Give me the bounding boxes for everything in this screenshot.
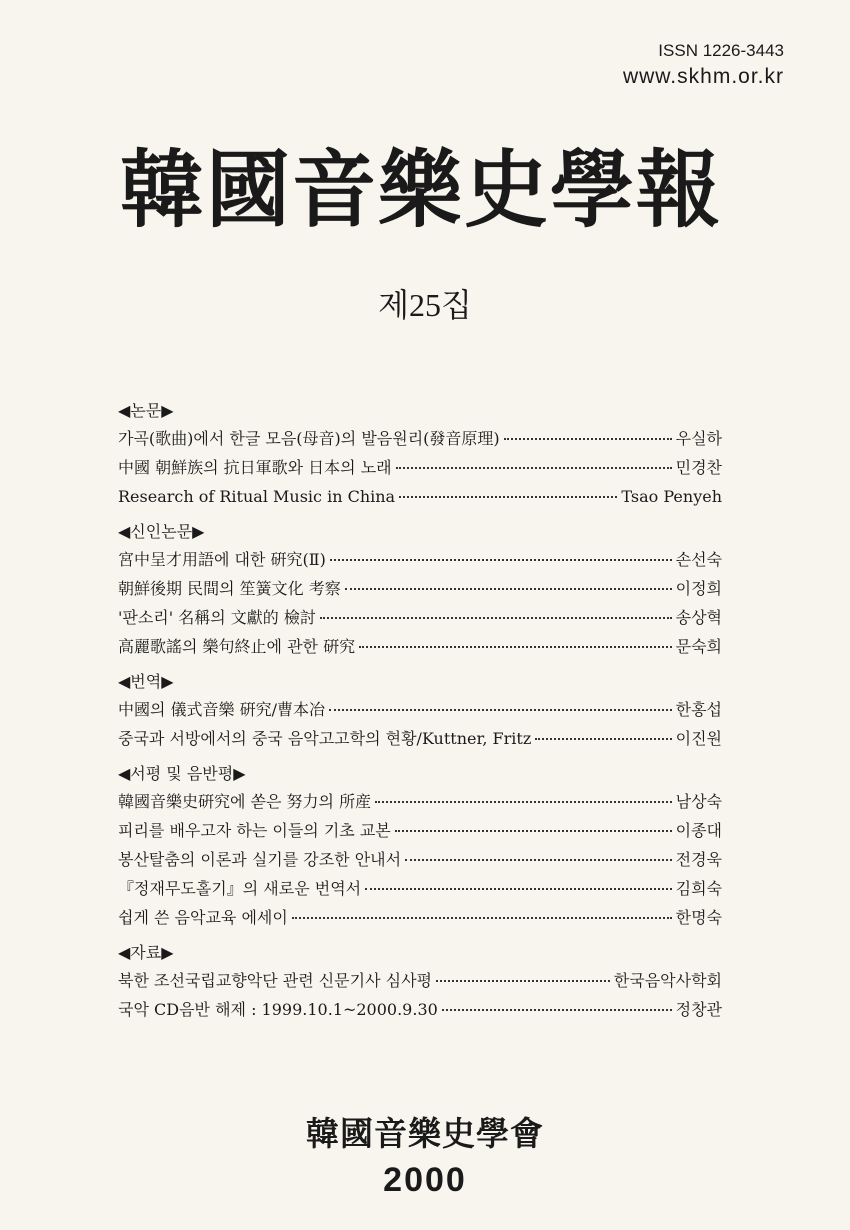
publisher-footer <box>0 1108 850 1200</box>
entry-author: 한국음악사학회 <box>613 971 722 990</box>
table-of-contents <box>118 398 722 1032</box>
toc-entry <box>118 966 722 995</box>
leader-dots <box>375 801 672 803</box>
toc-entry <box>118 787 722 816</box>
toc-section-papers <box>118 398 722 511</box>
toc-section-reviews <box>118 761 722 932</box>
toc-section-translations <box>118 669 722 753</box>
website-url: www.skhm.or.kr <box>622 65 784 88</box>
entry-title: 쉽게 쓴 음악교육 에세이 <box>118 908 288 927</box>
leader-dots <box>395 830 672 832</box>
entry-author: 이정희 <box>675 579 722 598</box>
entry-author: 이진원 <box>675 729 722 748</box>
entry-author: 남상숙 <box>675 792 722 811</box>
leader-dots <box>405 859 672 861</box>
toc-entry <box>118 603 722 632</box>
toc-entry <box>118 482 722 511</box>
toc-entry <box>118 995 722 1024</box>
toc-section-new-papers <box>118 519 722 661</box>
toc-entry <box>118 874 722 903</box>
entry-title: Research of Ritual Music in China <box>118 487 396 506</box>
entry-author: 우실하 <box>675 429 722 448</box>
issn-block <box>623 38 784 90</box>
entry-author: 송상혁 <box>675 608 722 627</box>
leader-dots <box>442 1009 672 1011</box>
section-heading: ◀논문▶ <box>118 401 174 420</box>
toc-entry <box>118 545 722 574</box>
leader-dots <box>330 559 672 561</box>
entry-author: 정창관 <box>675 1000 722 1019</box>
entry-author: 김희숙 <box>675 879 722 898</box>
entry-author: 전경욱 <box>675 850 722 869</box>
section-heading: ◀서평 및 음반평▶ <box>118 764 246 783</box>
entry-title: 韓國音樂史硏究에 쏟은 努力의 所産 <box>118 792 372 811</box>
entry-author: 한홍섭 <box>675 700 722 719</box>
publication-year: 2000 <box>383 1161 467 1199</box>
leader-dots <box>436 980 610 982</box>
entry-author: 민경찬 <box>675 458 722 477</box>
entry-author: 문숙희 <box>675 637 722 656</box>
toc-entry <box>118 574 722 603</box>
entry-title: 가곡(歌曲)에서 한글 모음(母音)의 발음원리(發音原理) <box>118 429 500 448</box>
entry-title: 宮中呈才用語에 대한 硏究(Ⅱ) <box>118 550 326 569</box>
toc-entry <box>118 816 722 845</box>
section-heading: ◀신인논문▶ <box>118 522 205 541</box>
leader-dots <box>399 496 617 498</box>
leader-dots <box>359 646 672 648</box>
entry-title: 중국과 서방에서의 중국 음악고고학의 현황/Kuttner, Fritz <box>118 729 532 748</box>
leader-dots <box>535 738 671 740</box>
leader-dots <box>345 588 672 590</box>
section-heading: ◀번역▶ <box>118 672 174 691</box>
issn-number: ISSN 1226-3443 <box>658 41 784 60</box>
toc-entry <box>118 424 722 453</box>
toc-section-materials <box>118 940 722 1024</box>
entry-title: 朝鮮後期 民間의 笙簧文化 考察 <box>118 579 341 598</box>
entry-title: 국악 CD음반 해제 : 1999.10.1~2000.9.30 <box>118 1000 438 1019</box>
section-heading: ◀자료▶ <box>118 943 174 962</box>
volume-number: 제25집 <box>378 287 472 323</box>
toc-entry <box>118 453 722 482</box>
entry-author: 이종대 <box>675 821 722 840</box>
leader-dots <box>292 917 672 919</box>
leader-dots <box>396 467 672 469</box>
entry-title: '판소리' 名稱의 文獻的 檢討 <box>118 608 316 627</box>
leader-dots <box>504 438 672 440</box>
leader-dots <box>320 617 672 619</box>
toc-entry <box>118 695 722 724</box>
entry-title: 中國의 儀式音樂 硏究/曹本冶 <box>118 700 326 719</box>
entry-title: 봉산탈춤의 이론과 실기를 강조한 안내서 <box>118 850 402 869</box>
leader-dots <box>365 888 672 890</box>
entry-title: 高麗歌謠의 樂句終止에 관한 硏究 <box>118 637 356 656</box>
journal-title: 韓國音樂史學報 <box>120 140 723 239</box>
publisher-name: 韓國音樂史學會 <box>306 1114 544 1153</box>
toc-entry <box>118 845 722 874</box>
entry-author: 손선숙 <box>675 550 722 569</box>
entry-title: 『정재무도홀기』의 새로운 번역서 <box>118 879 362 898</box>
entry-author: Tsao Penyeh <box>621 487 722 506</box>
entry-author: 한명숙 <box>675 908 722 927</box>
entry-title: 中國 朝鮮族의 抗日軍歌와 日本의 노래 <box>118 458 392 477</box>
entry-title: 피리를 배우고자 하는 이들의 기초 교본 <box>118 821 391 840</box>
toc-entry <box>118 724 722 753</box>
leader-dots <box>329 709 672 711</box>
entry-title: 북한 조선국립교향악단 관련 신문기사 심사평 <box>118 971 433 990</box>
toc-entry <box>118 632 722 661</box>
toc-entry <box>118 903 722 932</box>
